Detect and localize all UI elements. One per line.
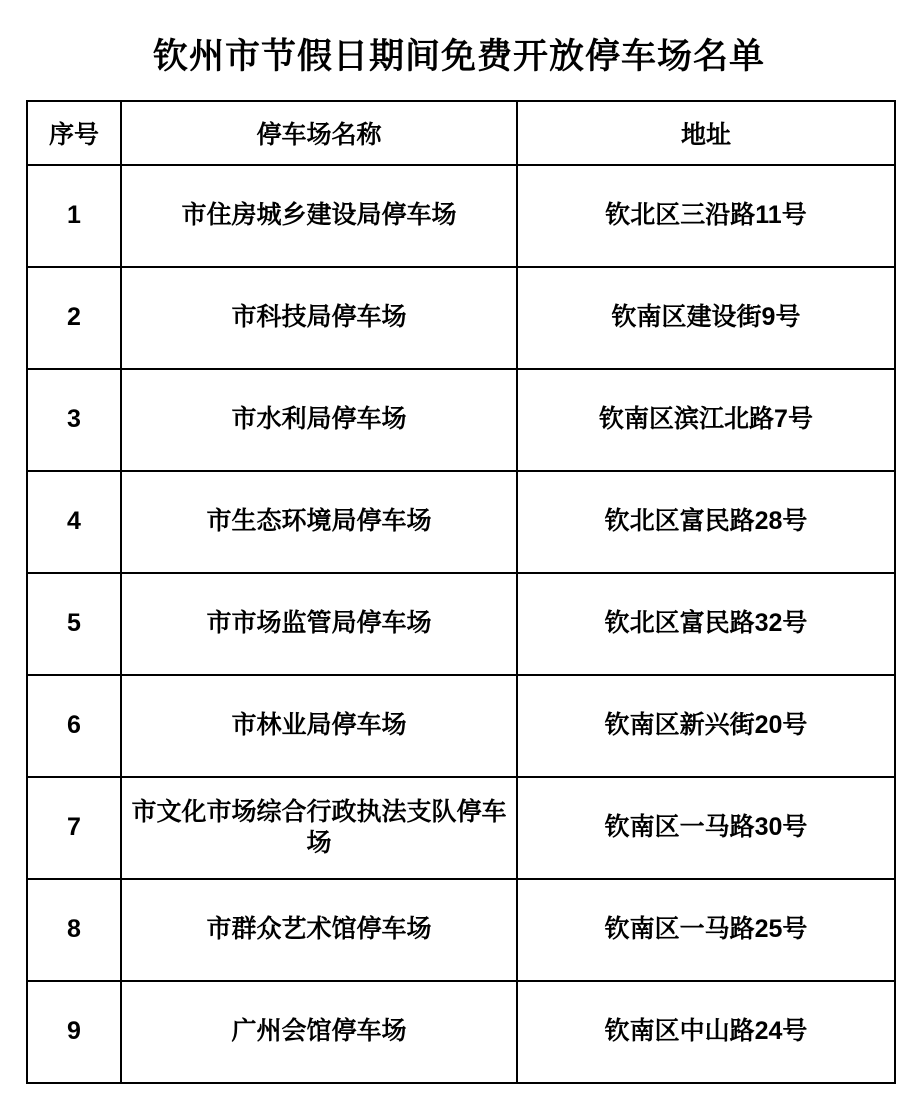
parking-lot-table [26,100,896,1084]
cell-index: 2 [27,267,121,369]
table-row [27,573,895,675]
table-row [27,675,895,777]
table-row [27,981,895,1083]
cell-address: 钦南区滨江北路7号 [517,369,895,471]
table-row [27,777,895,879]
cell-name: 市群众艺术馆停车场 [121,879,517,981]
cell-address: 钦南区中山路24号 [517,981,895,1083]
cell-index: 1 [27,165,121,267]
table-header [27,101,895,165]
page-title: 钦州市节假日期间免费开放停车场名单 [152,37,765,76]
cell-address: 钦北区三沿路11号 [517,165,895,267]
cell-name: 市水利局停车场 [121,369,517,471]
column-header-index: 序号 [27,101,121,165]
cell-address: 钦北区富民路32号 [517,573,895,675]
cell-name: 市科技局停车场 [121,267,517,369]
parking-table-container [0,100,918,1084]
cell-index: 5 [27,573,121,675]
cell-address: 钦南区建设街9号 [517,267,895,369]
table-body [27,165,895,1083]
table-row [27,165,895,267]
cell-name: 市文化市场综合行政执法支队停车场 [121,777,517,879]
cell-address: 钦北区富民路28号 [517,471,895,573]
cell-index: 8 [27,879,121,981]
table-row [27,369,895,471]
cell-name: 市市场监管局停车场 [121,573,517,675]
table-row [27,879,895,981]
cell-name: 广州会馆停车场 [121,981,517,1083]
cell-name: 市林业局停车场 [121,675,517,777]
cell-address: 钦南区一马路25号 [517,879,895,981]
cell-index: 6 [27,675,121,777]
table-row [27,267,895,369]
table-header-row [27,101,895,165]
cell-name: 市生态环境局停车场 [121,471,517,573]
cell-address: 钦南区一马路30号 [517,777,895,879]
cell-index: 3 [27,369,121,471]
cell-index: 7 [27,777,121,879]
column-header-name: 停车场名称 [121,101,517,165]
cell-index: 4 [27,471,121,573]
cell-name: 市住房城乡建设局停车场 [121,165,517,267]
column-header-address: 地址 [517,101,895,165]
cell-index: 9 [27,981,121,1083]
table-row [27,471,895,573]
cell-address: 钦南区新兴街20号 [517,675,895,777]
